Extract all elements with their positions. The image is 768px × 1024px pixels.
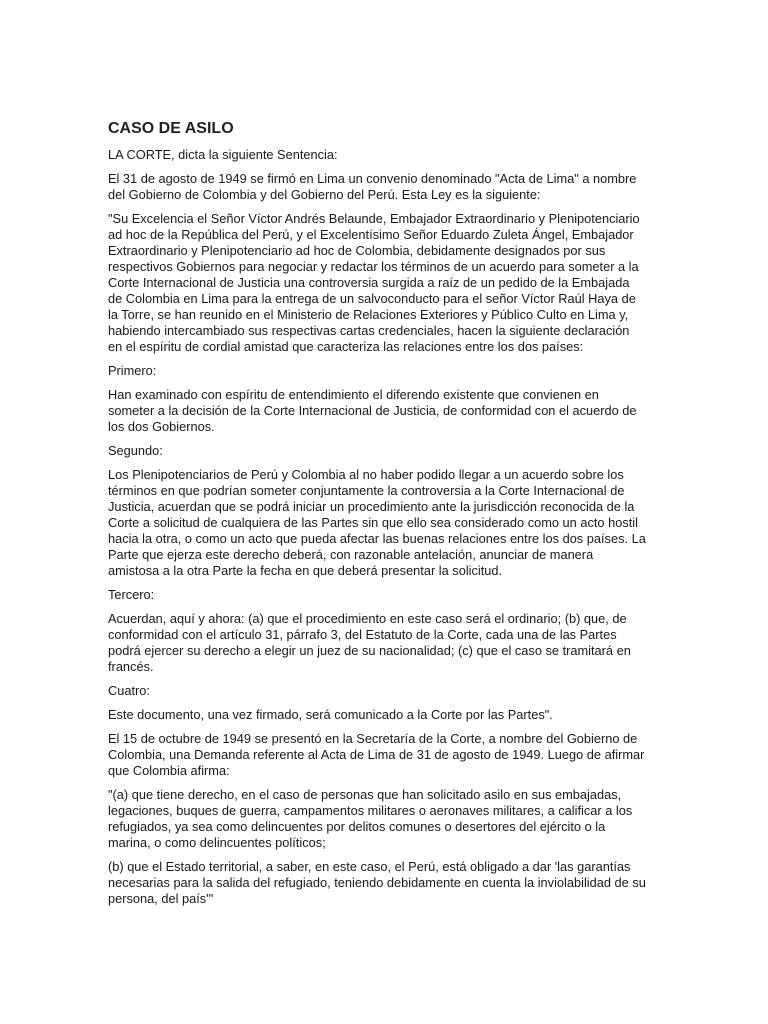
paragraph-line: en el espíritu de cordial amistad que caracteriza las relaciones entre los dos países: [108, 339, 584, 354]
paragraph [108, 683, 656, 699]
paragraph-line: podrá ejercer su derecho a elegir un juez de su nacionalidad; (c) que el caso se tramitará en [108, 643, 631, 658]
paragraph-line: El 31 de agosto de 1949 se firmó en Lima un convenio denominado "Acta de Lima" a nombre [108, 171, 637, 186]
paragraph-line: "(a) que tiene derecho, en el caso de personas que han solicitado asilo en sus embajadas, [108, 787, 622, 802]
paragraph-line: refugiados, ya sea como delincuentes por delitos comunes o desertores del ejército o la [108, 819, 606, 834]
paragraph-line: conformidad con el artículo 31, párrafo 3, del Estatuto de la Corte, cada una de las Partes [108, 627, 617, 642]
paragraph-line: Acuerdan, aquí y ahora: (a) que el procedimiento en este caso será el ordinario; (b) que, de [108, 611, 627, 626]
paragraph [108, 211, 656, 355]
paragraph-line: del Gobierno de Colombia y del Gobierno del Perú. Esta Ley es la siguiente: [108, 187, 541, 202]
paragraph-line: que Colombia afirma: [108, 763, 230, 778]
paragraph [108, 707, 656, 723]
paragraph-line: hacia la otra, o como un acto que pueda afectar las buenas relaciones entre los dos países. La [108, 531, 646, 546]
paragraph-line: Colombia, una Demanda referente al Acta de Lima de 31 de agosto de 1949. Luego de afirmar [108, 747, 645, 762]
paragraph-line: Primero: [108, 363, 157, 378]
paragraph-line: "Su Excelencia el Señor Víctor Andrés Belaunde, Embajador Extraordinario y Plenipotenciario [108, 211, 640, 226]
paragraph [108, 171, 656, 203]
paragraph-line: los dos Gobiernos. [108, 419, 215, 434]
paragraph [108, 611, 656, 675]
paragraph-line: francés. [108, 659, 154, 674]
paragraph-line: habiendo intercambiado sus respectivas cartas credenciales, hacen la siguiente declaración [108, 323, 630, 338]
document-body [108, 147, 656, 907]
paragraph [108, 387, 656, 435]
paragraph [108, 587, 656, 603]
paragraph-line: Este documento, una vez firmado, será comunicado a la Corte por las Partes". [108, 707, 553, 722]
paragraph [108, 147, 656, 163]
paragraph-line: Han examinado con espíritu de entendimiento el diferendo existente que convienen en [108, 387, 599, 402]
paragraph-line: Justicia, acuerdan que se podrá iniciar un procedimiento ante la jurisdicción reconocida de la [108, 499, 635, 514]
paragraph-line: de Colombia en Lima para la entrega de un salvoconducto para el señor Víctor Raúl Haya de [108, 291, 636, 306]
paragraph-line: Parte que ejerza este derecho deberá, con razonable antelación, anunciar de manera [108, 547, 594, 562]
document-title: CASO DE ASILO [108, 120, 234, 137]
paragraph [108, 859, 656, 907]
paragraph [108, 443, 656, 459]
paragraph-line: necesarias para la salida del refugiado, teniendo debidamente en cuenta la inviolabilidad de su [108, 875, 646, 890]
paragraph-line: amistosa a la otra Parte la fecha en que deberá presentar la solicitud. [108, 563, 503, 578]
paragraph-line: marina, o como delincuentes políticos; [108, 835, 326, 850]
paragraph-line: LA CORTE, dicta la siguiente Sentencia: [108, 147, 338, 162]
paragraph-line: persona, del país'" [108, 891, 214, 906]
document-page [108, 119, 656, 915]
paragraph-line: (b) que el Estado territorial, a saber, en este caso, el Perú, está obligado a dar 'las garantías [108, 859, 631, 874]
paragraph-line: someter a la decisión de la Corte Internacional de Justicia, de conformidad con el acuerdo de [108, 403, 637, 418]
paragraph-line: Cuatro: [108, 683, 150, 698]
paragraph-line: respectivos Gobiernos para negociar y redactar los términos de un acuerdo para someter a la [108, 259, 639, 274]
paragraph-line: la Torre, se han reunido en el Ministerio de Relaciones Exteriores y Público Culto en Lima y, [108, 307, 629, 322]
paragraph [108, 731, 656, 779]
paragraph-line: términos en que podrían someter conjuntamente la controversia a la Corte Internacional de [108, 483, 625, 498]
paragraph-line: Corte Internacional de Justicia una controversia surgida a raíz de un pedido de la Embajada [108, 275, 630, 290]
paragraph-line: El 15 de octubre de 1949 se presentó en la Secretaría de la Corte, a nombre del Gobierno de [108, 731, 638, 746]
paragraph [108, 467, 656, 579]
paragraph [108, 363, 656, 379]
paragraph [108, 787, 656, 851]
paragraph-line: ad hoc de la República del Perú, y el Excelentísimo Señor Eduardo Zuleta Ángel, Embajador [108, 227, 634, 242]
paragraph-line: Extraordinario y Plenipotenciario ad hoc de Colombia, debidamente designados por sus [108, 243, 606, 258]
paragraph-line: Corte a solicitud de cualquiera de las Partes sin que ello sea considerado como un acto hostil [108, 515, 638, 530]
paragraph-line: Tercero: [108, 587, 155, 602]
paragraph-line: Los Plenipotenciarios de Perú y Colombia al no haber podido llegar a un acuerdo sobre los [108, 467, 624, 482]
paragraph-line: legaciones, buques de guerra, campamentos militares o aeronaves militares, a calificar a los [108, 803, 633, 818]
paragraph-line: Segundo: [108, 443, 163, 458]
